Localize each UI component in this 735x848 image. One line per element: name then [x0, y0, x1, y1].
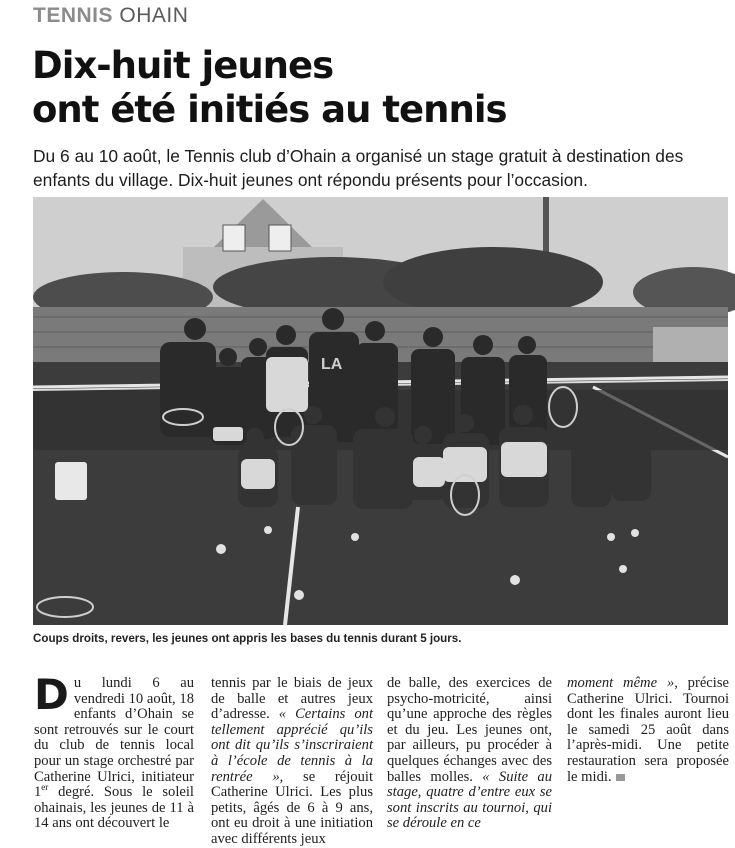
- headline-line-1: Dix-huit jeunes: [32, 44, 334, 87]
- rubric-place: OHAIN: [119, 4, 189, 27]
- column-4-quote: moment même »: [567, 675, 675, 691]
- article-column-4: [567, 676, 729, 785]
- standfirst: Du 6 au 10 août, le Tennis club d’Ohain a organisé un stage gratuit à destination des enfants du village. Dix-huit jeunes ont répondu présents pour l’occasion.: [33, 146, 684, 190]
- photo-illustration: [33, 197, 728, 625]
- section-rubric: [33, 4, 188, 28]
- article-column-2: [211, 676, 373, 848]
- group-photo: [33, 197, 728, 625]
- column-1-text-a: u lundi 6 au vendredi 10 août, 18 enfants d’Ohain se sont retrouvés sur le court du club de tennis local pour un stage orchestré par Catherine Ulrici, initiateur 1: [34, 675, 194, 801]
- column-1-text-b: degré. Sous le soleil ohainais, les jeunes de 11 à 14 ans ont découvert le: [34, 784, 194, 832]
- column-2-text-a: tennis par le biais de jeux de balle et autres jeux d’adresse.: [211, 675, 373, 723]
- end-of-article-mark: [616, 774, 625, 781]
- rubric-section: TENNIS: [33, 4, 114, 27]
- article-column-1: [34, 670, 194, 832]
- headline: [32, 44, 507, 132]
- column-4-text: , précise Catherine Ulrici. Tournoi dont les finales auront lieu le samedi 25 août dans l’après-midi. Une petite restauration sera proposée le midi.: [567, 675, 729, 785]
- headline-line-2: ont été initiés au tennis: [32, 88, 507, 131]
- ordinal-suffix: er: [41, 782, 49, 793]
- drop-cap: D: [34, 670, 69, 719]
- photo-caption: Coups droits, revers, les jeunes ont appris les bases du tennis durant 5 jours.: [33, 632, 462, 645]
- column-2-quote: « Certains ont tellement apprécié qu’ils ont dit qu’ils s’inscriraient à l’école de tennis à la rentrée »: [211, 706, 373, 785]
- column-3-quote: « Suite au stage, quatre d’entre eux se sont inscrits au tournoi, qui se déroule en ce: [387, 768, 552, 832]
- column-2-text-b: , se réjouit Catherine Ulrici. Les plus petits, âgés de 6 à 9 ans, ont eu droit à une initiation avec différents jeux: [211, 768, 374, 847]
- column-3-text-a: de balle, des exercices de psycho-motricité, ainsi qu’une approche des règles et du jeu. Les jeunes ont, par ailleurs, pu procéder à quelques échanges avec des balles molles.: [387, 675, 552, 785]
- article-column-3: [387, 676, 552, 832]
- shirt-print-text: LA: [321, 356, 343, 373]
